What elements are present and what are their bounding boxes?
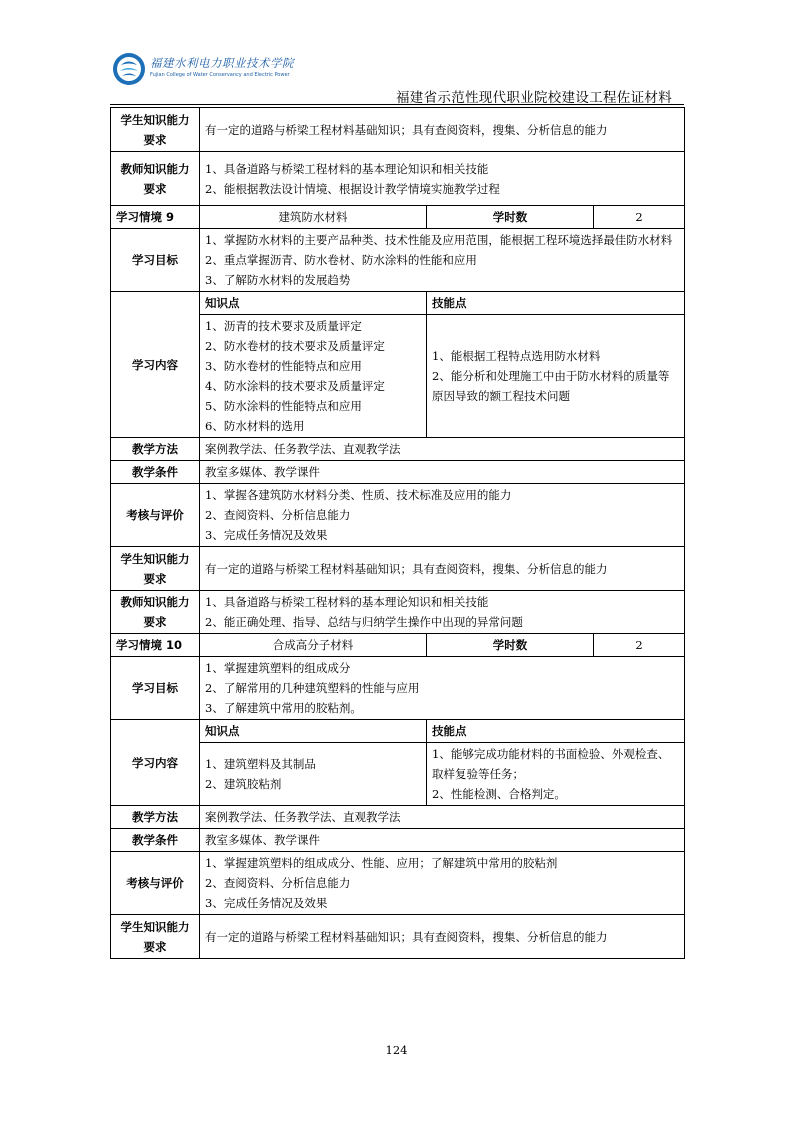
list-item: 2、查阅资料、分析信息能力 [205, 508, 351, 522]
logo-chinese-name: 福建水利电力职业技术学院 [150, 56, 294, 70]
table-row [111, 152, 685, 206]
content-label: 学习内容 [111, 720, 200, 806]
content-label: 学习内容 [111, 292, 200, 438]
list-item: 1、建筑塑料及其制品 [205, 757, 316, 771]
knowledge-list [200, 315, 427, 438]
table-row [111, 108, 685, 152]
hours-value: 2 [594, 634, 685, 657]
situation-name: 建筑防水材料 [200, 206, 427, 229]
conditions-label: 教学条件 [111, 829, 200, 852]
situation-header-row [111, 634, 685, 657]
list-item: 1、具备道路与桥梁工程材料的基本理论知识和相关技能 [205, 595, 489, 609]
list-item: 2、能根据教法设计情境、根据设计教学情境实施教学过程 [205, 181, 500, 196]
list-item: 3、完成任务情况及效果 [205, 528, 328, 542]
header-divider [110, 104, 684, 105]
teacher-requirement-text [200, 152, 685, 206]
objectives-label: 学习目标 [111, 657, 200, 720]
situation-header-row [111, 206, 685, 229]
objectives-text [200, 657, 685, 720]
list-item: 5、防水涂料的性能特点和应用 [205, 399, 362, 413]
list-item: 6、防水材料的选用 [205, 419, 305, 433]
table-row [111, 852, 685, 915]
table-row [111, 720, 685, 743]
conditions-label: 教学条件 [111, 461, 200, 484]
list-item: 1、掌握建筑塑料的组成成分 [205, 661, 351, 675]
method-text: 案例教学法、任务教学法、直观教学法 [200, 438, 685, 461]
list-item: 2、建筑胶粘剂 [205, 777, 282, 791]
student-requirement-label: 学生知识能力要求 [111, 108, 200, 152]
teacher-requirement-text [200, 591, 685, 634]
list-item: 1、能根据工程特点选用防水材料 [432, 349, 601, 363]
list-item: 1、能够完成功能材料的书面检验、外观检查、取样复验等任务； [432, 747, 670, 781]
table-row [111, 915, 685, 959]
assessment-text [200, 484, 685, 547]
student-requirement-text: 有一定的道路与桥梁工程材料基础知识；具有查阅资料，搜集、分析信息的能力 [200, 547, 685, 591]
knowledge-label: 知识点 [200, 292, 427, 315]
assessment-label: 考核与评价 [111, 484, 200, 547]
list-item: 3、了解建筑中常用的胶粘剂。 [205, 701, 362, 715]
list-item: 3、防水卷材的性能特点和应用 [205, 359, 362, 373]
method-label: 教学方法 [111, 806, 200, 829]
situation-name: 合成高分子材料 [200, 634, 427, 657]
list-item: 3、完成任务情况及效果 [205, 896, 328, 910]
objectives-text [200, 229, 685, 292]
teacher-requirement-label: 教师知识能力要求 [111, 591, 200, 634]
page-number: 124 [385, 1043, 408, 1057]
table-row [111, 657, 685, 720]
skills-list [427, 315, 685, 438]
table-row [111, 229, 685, 292]
skills-list [427, 743, 685, 806]
table-row [111, 829, 685, 852]
list-item: 1、具备道路与桥梁工程材料的基本理论知识和相关技能 [205, 161, 489, 176]
list-item: 2、查阅资料、分析信息能力 [205, 876, 351, 890]
college-emblem-icon [112, 52, 146, 86]
curriculum-table [110, 107, 685, 959]
table-row [111, 806, 685, 829]
student-requirement-label: 学生知识能力要求 [111, 915, 200, 959]
list-item: 4、防水涂料的技术要求及质量评定 [205, 379, 385, 393]
conditions-text: 教室多媒体、教学课件 [200, 461, 685, 484]
list-item: 2、能分析和处理施工中由于防水材料的质量等原因导致的额工程技术问题 [432, 369, 670, 403]
list-item: 3、了解防水材料的发展趋势 [205, 273, 351, 287]
college-logo [112, 52, 302, 88]
list-item: 1、掌握各建筑防水材料分类、性质、技术标准及应用的能力 [205, 488, 512, 502]
situation-label: 学习情境 9 [111, 206, 200, 229]
list-item: 2、了解常用的几种建筑塑料的性能与应用 [205, 681, 420, 695]
table-row [111, 591, 685, 634]
objectives-label: 学习目标 [111, 229, 200, 292]
logo-english-name: Fujian College of Water Conservancy and Electric Power [150, 72, 290, 78]
page-header-title: 福建省示范性现代职业院校建设工程佐证材料 [396, 90, 672, 106]
method-label: 教学方法 [111, 438, 200, 461]
conditions-text: 教室多媒体、教学课件 [200, 829, 685, 852]
table-row [111, 438, 685, 461]
student-requirement-text: 有一定的道路与桥梁工程材料基础知识；具有查阅资料，搜集、分析信息的能力 [200, 108, 685, 152]
student-requirement-label: 学生知识能力要求 [111, 547, 200, 591]
skills-label: 技能点 [427, 720, 685, 743]
list-item: 1、掌握建筑塑料的组成成分、性能、应用；了解建筑中常用的胶粘剂 [205, 856, 558, 870]
hours-label: 学时数 [427, 634, 594, 657]
list-item: 2、性能检测、合格判定。 [432, 787, 566, 801]
table-row [111, 461, 685, 484]
list-item: 1、沥青的技术要求及质量评定 [205, 319, 362, 333]
list-item: 2、重点掌握沥青、防水卷材、防水涂料的性能和应用 [205, 253, 477, 267]
knowledge-label: 知识点 [200, 720, 427, 743]
knowledge-list [200, 743, 427, 806]
teacher-requirement-label: 教师知识能力要求 [111, 152, 200, 206]
assessment-text [200, 852, 685, 915]
student-requirement-text: 有一定的道路与桥梁工程材料基础知识；具有查阅资料，搜集、分析信息的能力 [200, 915, 685, 959]
hours-label: 学时数 [427, 206, 594, 229]
situation-label: 学习情境 10 [111, 634, 200, 657]
table-row [111, 292, 685, 315]
list-item: 2、能正确处理、指导、总结与归纳学生操作中出现的异常问题 [205, 615, 523, 629]
list-item: 1、掌握防水材料的主要产品种类、技术性能及应用范围，能根据工程环境选择最佳防水材料 [205, 233, 673, 247]
table-row [111, 547, 685, 591]
assessment-label: 考核与评价 [111, 852, 200, 915]
method-text: 案例教学法、任务教学法、直观教学法 [200, 806, 685, 829]
hours-value: 2 [594, 206, 685, 229]
list-item: 2、防水卷材的技术要求及质量评定 [205, 339, 385, 353]
table-row [111, 484, 685, 547]
skills-label: 技能点 [427, 292, 685, 315]
